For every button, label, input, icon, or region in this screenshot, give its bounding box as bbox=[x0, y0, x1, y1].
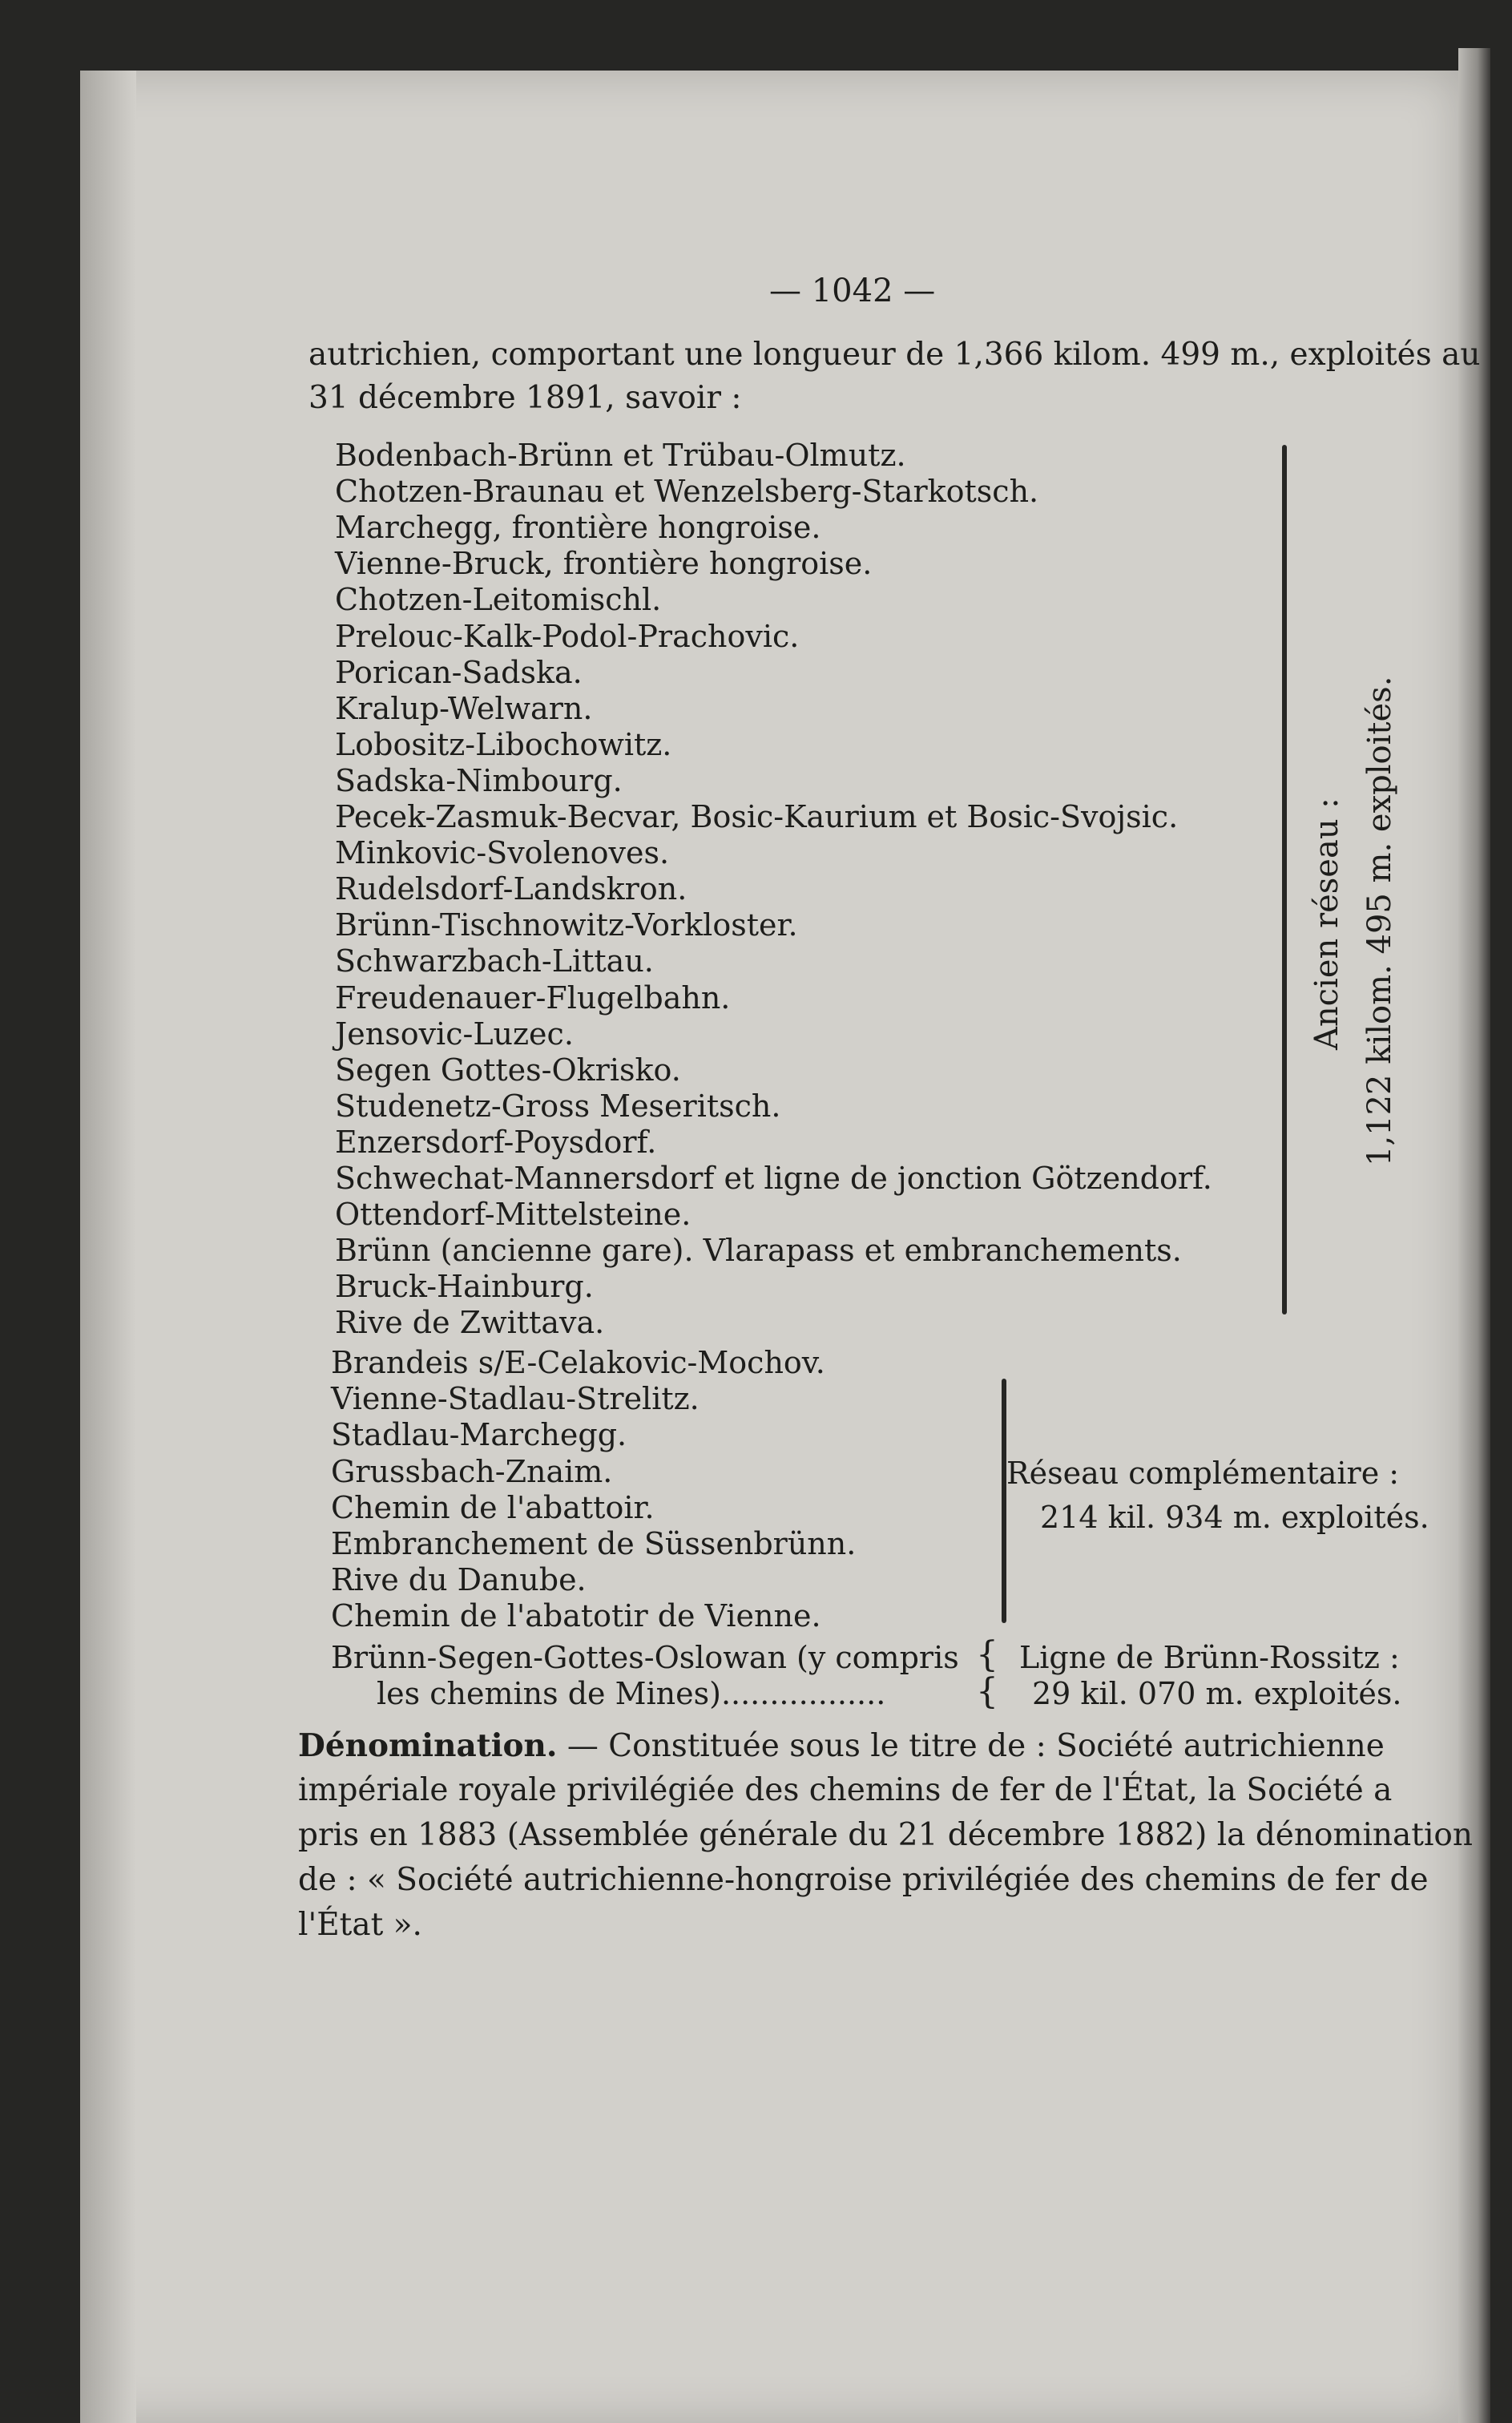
reseau-complementaire-bracket bbox=[1002, 1379, 1006, 1623]
list-item: Stadlau-Marchegg. bbox=[331, 1417, 627, 1453]
ancien-reseau-bracket bbox=[1282, 445, 1287, 1314]
ancien-reseau-label: Ancien réseau : bbox=[1308, 798, 1345, 1050]
denomination-line-4: de : « Société autrichienne-hongroise privilégiée des chemins de fer de bbox=[298, 1862, 1429, 1898]
page-edge bbox=[1458, 48, 1490, 2423]
reseau-complementaire-label: Réseau complémentaire : bbox=[1006, 1456, 1400, 1491]
brunn-rossitz-label: Ligne de Brünn-Rossitz : bbox=[1019, 1640, 1400, 1675]
denomination-heading: Dénomination. bbox=[298, 1727, 558, 1764]
brunn-rossitz-brace-bottom: { bbox=[976, 1671, 998, 1712]
ancien-reseau-total: 1,122 kilom. 495 m. exploités. bbox=[1361, 676, 1398, 1166]
denomination-line-3: pris en 1883 (Assemblée générale du 21 décembre 1882) la dénomination bbox=[298, 1817, 1474, 1853]
list-item: Pecek-Zasmuk-Becvar, Bosic-Kaurium et Bosic-Svojsic. bbox=[335, 799, 1179, 834]
list-item: Marchegg, frontière hongroise. bbox=[335, 510, 821, 546]
list-item: Ottendorf-Mittelsteine. bbox=[335, 1197, 691, 1233]
list-item: Rudelsdorf-Landskron. bbox=[335, 871, 687, 907]
list-item: Lobositz-Libochowitz. bbox=[335, 726, 672, 762]
brunn-rossitz-line-1: Brünn-Segen-Gottes-Oslowan (y compris bbox=[331, 1640, 959, 1675]
list-item: Chemin de l'abattoir. bbox=[331, 1489, 655, 1525]
list-item: Segen Gottes-Okrisko. bbox=[335, 1052, 681, 1088]
list-item: Schwechat-Mannersdorf et ligne de jonction Götzendorf. bbox=[335, 1161, 1212, 1196]
list-item: Vienne-Bruck, frontière hongroise. bbox=[335, 546, 873, 582]
list-item: Grussbach-Znaim. bbox=[331, 1453, 613, 1489]
brunn-rossitz-line-2: les chemins de Mines)................. bbox=[377, 1676, 886, 1711]
brunn-rossitz-brace-top: { bbox=[976, 1634, 998, 1675]
list-item: Vienne-Stadlau-Strelitz. bbox=[331, 1381, 700, 1417]
list-item: Porican-Sadska. bbox=[335, 654, 583, 690]
reseau-complementaire-total: 214 kil. 934 m. exploités. bbox=[1040, 1500, 1429, 1535]
list-item: Chotzen-Braunau et Wenzelsberg-Starkotsch. bbox=[335, 474, 1039, 510]
list-item: Rive de Zwittava. bbox=[335, 1305, 605, 1341]
list-item: Brandeis s/E-Celakovic-Mochov. bbox=[331, 1345, 825, 1380]
list-item: Minkovic-Svolenoves. bbox=[335, 835, 670, 871]
list-item: Jensovic-Luzec. bbox=[335, 1016, 574, 1052]
list-item: Kralup-Welwarn. bbox=[335, 690, 593, 726]
list-item: Sadska-Nimbourg. bbox=[335, 762, 623, 798]
denomination-line-1 bbox=[298, 1723, 1385, 1769]
list-item: Bruck-Hainburg. bbox=[335, 1269, 594, 1305]
list-item: Brünn-Tischnowitz-Vorkloster. bbox=[335, 907, 798, 943]
list-item: Brünn (ancienne gare). Vlarapass et embranchements. bbox=[335, 1233, 1182, 1269]
list-item: Freudenauer-Flugelbahn. bbox=[335, 979, 731, 1016]
denomination-line-5: l'État ». bbox=[298, 1907, 422, 1943]
list-item: Prelouc-Kalk-Podol-Prachovic. bbox=[335, 618, 800, 654]
brunn-rossitz-total: 29 kil. 070 m. exploités. bbox=[1032, 1676, 1402, 1711]
list-item: Enzersdorf-Poysdorf. bbox=[335, 1124, 657, 1160]
list-item: Bodenbach-Brünn et Trübau-Olmutz. bbox=[335, 438, 906, 473]
denomination-text-1: — Constituée sous le titre de : Société autrichienne bbox=[557, 1728, 1385, 1764]
page-gutter bbox=[80, 71, 136, 2423]
list-item: Chotzen-Leitomischl. bbox=[335, 582, 662, 618]
list-item: Embranchement de Süssenbrünn. bbox=[331, 1526, 857, 1561]
intro-line-2: 31 décembre 1891, savoir : bbox=[308, 380, 742, 416]
denomination-line-2: impériale royale privilégiée des chemins de fer de l'État, la Société a bbox=[298, 1772, 1393, 1808]
intro-line-1: autrichien, comportant une longueur de 1,366 kilom. 499 m., exploités au bbox=[308, 337, 1481, 373]
list-item: Studenetz-Gross Meseritsch. bbox=[335, 1088, 781, 1124]
list-item: Schwarzbach-Littau. bbox=[335, 943, 654, 979]
list-item: Chemin de l'abatotir de Vienne. bbox=[331, 1598, 821, 1634]
list-item: Rive du Danube. bbox=[331, 1562, 587, 1598]
page-number: — 1042 — bbox=[769, 273, 936, 309]
